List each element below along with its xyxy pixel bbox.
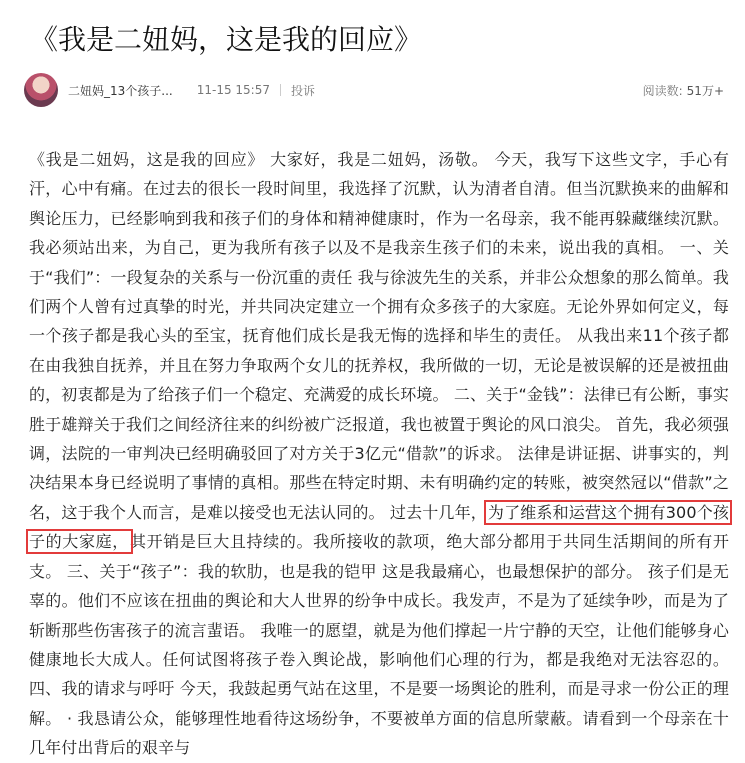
article-meta [24, 70, 724, 110]
article-body-before: 《我是二妞妈，这是我的回应》 大家好，我是二妞妈，汤敬。 今天，我写下这些文字，手心有汗，心中有痛。在过去的很长一段时间里，我选择了沉默，认为清者自清。但当沉默换来的曲解和舆论压力，已经影响到我和孩子们的身体和精神健康时，作为一名母亲，我不能再躲藏继续沉默。我必须站出来，为自己，更为我所有孩子以及不是我亲生孩子们的未来，说出我的真相。 一、关于“我们”：一段复杂的关系与一份沉重的责任 我与徐波先生的关系，并非公众想象的那么简单。我们两个人曾有过真挚的时光，并共同决定建立一个拥有众多孩子的大家庭。无论外界如何定义，每一个孩子都是我心头的至宝，抚育他们成长是我无悔的选择和毕生的责任。 从我出来11个孩子都在由我独自抚养，并且在努力争取两个女儿的抚养权，我所做的一切，无论是被误解的还是被扭曲的，初衷都是为了给孩子们一个稳定、充满爱的成长环境。 二、关于“金钱”：法律已有公断，事实胜于雄辩关于我们之间经济往来的纠纷被广泛报道，我也被置于舆论的风口浪尖。 首先，我必须强调，法院的一审判决已经明确驳回了对方关于3亿元“借款”的诉求。 法律是讲证据、讲事实的，判决结果本身已经说明了事情的真相。那些在特定时期、未有明确约定的转账，被突然冠以“借款”之名，这于我个人而言，是难以接受也无法认同的。 过去十几年， [29, 150, 729, 522]
author-name[interactable]: 二妞妈_13个孩子... [68, 83, 173, 98]
article-body [29, 145, 729, 763]
read-count-label: 阅读数: [642, 83, 683, 98]
report-link[interactable]: 投诉 [290, 83, 315, 98]
publish-date: 11-15 15:57 [196, 83, 270, 97]
meta-divider [280, 84, 281, 96]
article-title: 《我是二妞妈，这是我的回应》 [30, 23, 423, 56]
highlighted-sentence: 为了维系和运营这个拥有300个孩子的大家庭， [29, 502, 729, 552]
read-count [643, 82, 724, 99]
avatar[interactable] [24, 73, 58, 107]
article-body-after: 其开销是巨大且持续的。我所接收的款项，绝大部分都用于共同生活期间的所有开支。 三、关于“孩子”：我的软肋，也是我的铠甲 这是我最痛心，也最想保护的部分。 孩子们是无辜的。他们不应该在扭曲的舆论和大人世界的纷争中成长。我发声，不是为了延续争吵，而是为了斩断那些伤害孩子的流言蜚语。 我唯一的愿望，就是为他们撑起一片宁静的天空，让他们能够身心健康地长大成人。任何试图将孩子卷入舆论战，影响他们心理的行为，都是我绝对无法容忍的。 四、我的请求与呼吁 今天，我鼓起勇气站在这里，不是要一场舆论的胜利，而是寻求一份公正的理解。 · 我恳请公众，能够理性地看待这场纷争，不要被单方面的信息所蒙蔽。请看到一个母亲在十几年付出背后的艰辛与 [29, 532, 729, 758]
read-count-value: 51万+ [686, 83, 724, 98]
